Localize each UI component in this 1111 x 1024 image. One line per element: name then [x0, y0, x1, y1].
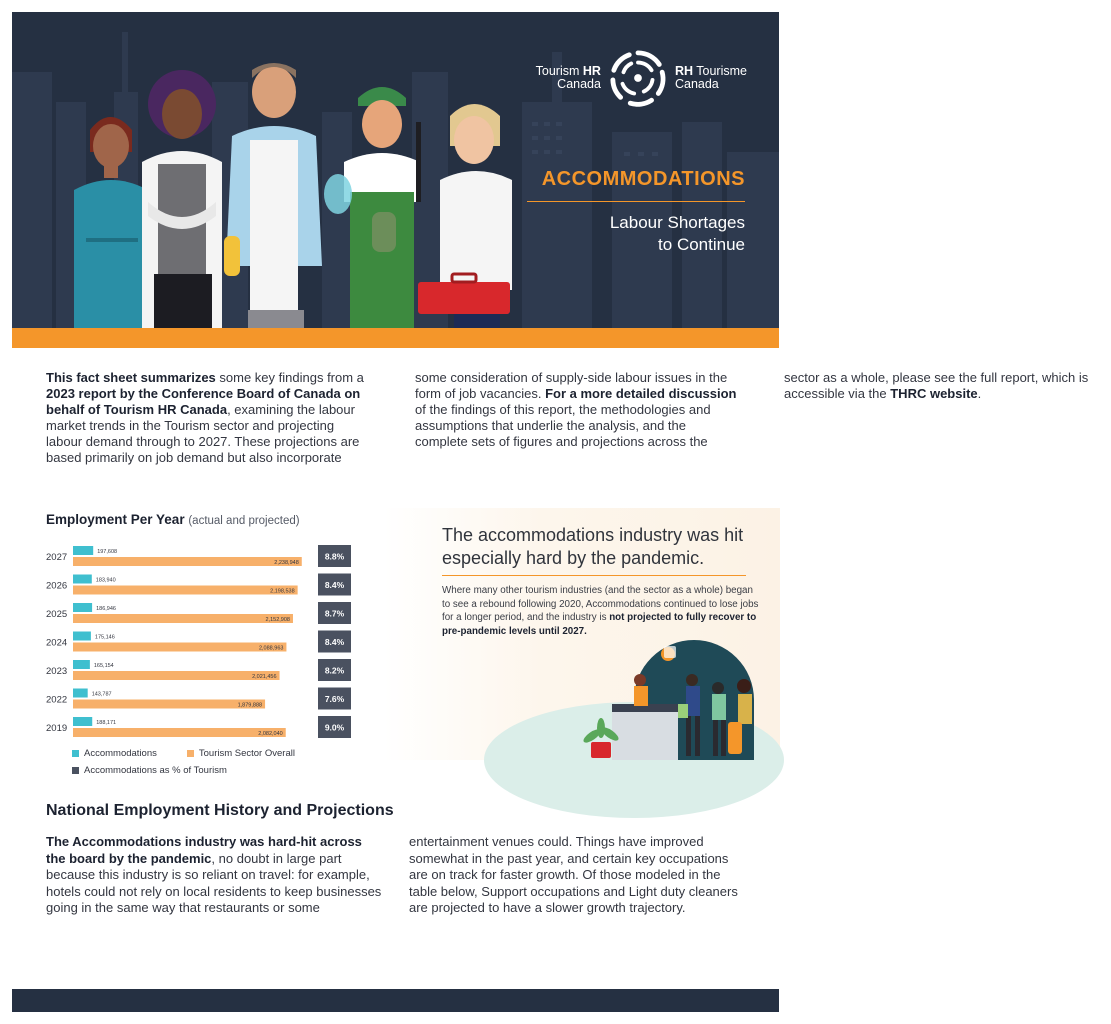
page-subtitle: Labour Shortages to Continue [609, 213, 745, 254]
bar-tourism-overall [73, 671, 280, 680]
percent-label: 7.6% [324, 694, 345, 704]
logo-text-english: Tourism HR Canada [535, 64, 601, 91]
value-label-tourism: 2,152,908 [265, 617, 290, 623]
value-label-accommodations: 165,154 [93, 663, 114, 669]
bar-accommodations [73, 603, 92, 612]
year-label: 2027 [46, 552, 68, 563]
value-label-accommodations: 175,146 [94, 634, 115, 641]
logo-mark-icon [609, 49, 667, 107]
bar-accommodations [73, 660, 90, 669]
percent-label: 9.0% [324, 722, 345, 733]
bar-tourism-overall [73, 643, 286, 652]
percent-label: 8.7% [324, 608, 345, 619]
legend-percent: Accommodations as % of Tourism [72, 765, 227, 776]
percent-label: 8.4% [324, 580, 345, 590]
chart-legend [72, 748, 295, 782]
value-label-accommodations: 183,940 [95, 577, 116, 584]
worker-concierge [142, 70, 222, 348]
value-label-accommodations: 197,608 [97, 549, 118, 555]
hotel-lobby-illustration [464, 638, 780, 760]
employment-chart-svg [40, 538, 360, 738]
bar-accommodations [73, 717, 92, 726]
employment-chart [40, 538, 360, 738]
title-divider [527, 201, 745, 202]
value-label-tourism: 2,082,040 [258, 731, 283, 737]
bar-tourism-overall [73, 700, 265, 709]
year-label: 2026 [46, 580, 68, 592]
hero-floor-stripe [12, 328, 779, 348]
year-label: 2025 [46, 609, 68, 620]
value-label-accommodations: 188,171 [96, 720, 117, 726]
value-label-tourism: 1,879,888 [237, 702, 263, 709]
bar-accommodations [73, 546, 93, 555]
value-label-accommodations: 143,787 [91, 691, 112, 698]
hero-title-block [527, 168, 745, 256]
hero-banner [12, 12, 779, 348]
callout-divider [442, 575, 746, 576]
section-body: The Accommodations industry was hard-hit across the board by the pandemic, no doubt in large part because this industry is so reliant on travel: for example, hotels could not rely on local residents to keep businesses going in the same way that restaurants or some entertainment venues could. Things have improved somewhat in the past year, and certain key occupations are on track for faster growth. Of those modeled in the table below, Support occupations and Light duty cleaners are projected to have a slower growth trajectory. [46, 834, 738, 915]
value-label-tourism: 2,238,948 [274, 560, 299, 566]
value-label-accommodations: 186,946 [96, 606, 116, 612]
bar-tourism-overall [73, 614, 293, 623]
footer-bar [12, 989, 779, 1012]
thrc-website-link[interactable]: THRC website [890, 386, 978, 401]
value-label-tourism: 2,198,538 [270, 588, 295, 595]
legend-tourism-overall: Tourism Sector Overall [187, 748, 295, 759]
percent-label: 8.4% [324, 637, 345, 647]
intro-paragraph: This fact sheet summarizes some key findings from a 2023 report by the Conference Board of Canada on behalf of Tourism HR Canada, examining the labour market trends in the Tourism sector and projecting labour demand through to 2027. These projections are based primarily on job demand but also incorporate some consideration of supply-side labour issues in the form of job vacancies. For a more detailed discussion of the findings of this report, the methodologies and assumptions that underlie the analysis, and the complete sets of figures and projections across the sector as a whole, please see the full report, which is accessible via the THRC website. [46, 370, 1089, 465]
percent-label: 8.2% [324, 665, 345, 676]
bar-accommodations [73, 632, 91, 641]
year-label: 2024 [46, 637, 68, 649]
value-label-tourism: 2,088,963 [258, 645, 284, 652]
year-label: 2022 [46, 694, 68, 706]
bar-tourism-overall [73, 586, 298, 595]
bar-accommodations [73, 689, 88, 698]
year-label: 2023 [46, 666, 68, 677]
callout-heading: The accommodations industry was hit especially hard by the pandemic. [442, 525, 744, 568]
percent-label: 8.8% [324, 551, 345, 562]
bar-tourism-overall [73, 728, 286, 737]
bar-accommodations [73, 575, 92, 584]
bar-tourism-overall [73, 557, 302, 566]
pandemic-callout [384, 508, 780, 760]
page-title: ACCOMMODATIONS [541, 168, 745, 190]
callout-body: Where many other tourism industries (and the sector as a whole) began to see a rebound following 2020, Accommodations continued to lose jobs for a longer period, and the industry is not projected to fully recover to pre-pandemic levels until 2027. [442, 585, 759, 637]
tourism-hr-canada-logo [536, 48, 747, 108]
logo-text-french: RH Tourisme Canada [674, 64, 747, 91]
value-label-tourism: 2,021,456 [252, 674, 277, 680]
year-label: 2019 [46, 723, 68, 734]
legend-accommodations: Accommodations [72, 748, 157, 759]
chart-title: Employment Per Year (actual and projected) [46, 512, 300, 527]
section-heading: National Employment History and Projections [46, 802, 394, 819]
